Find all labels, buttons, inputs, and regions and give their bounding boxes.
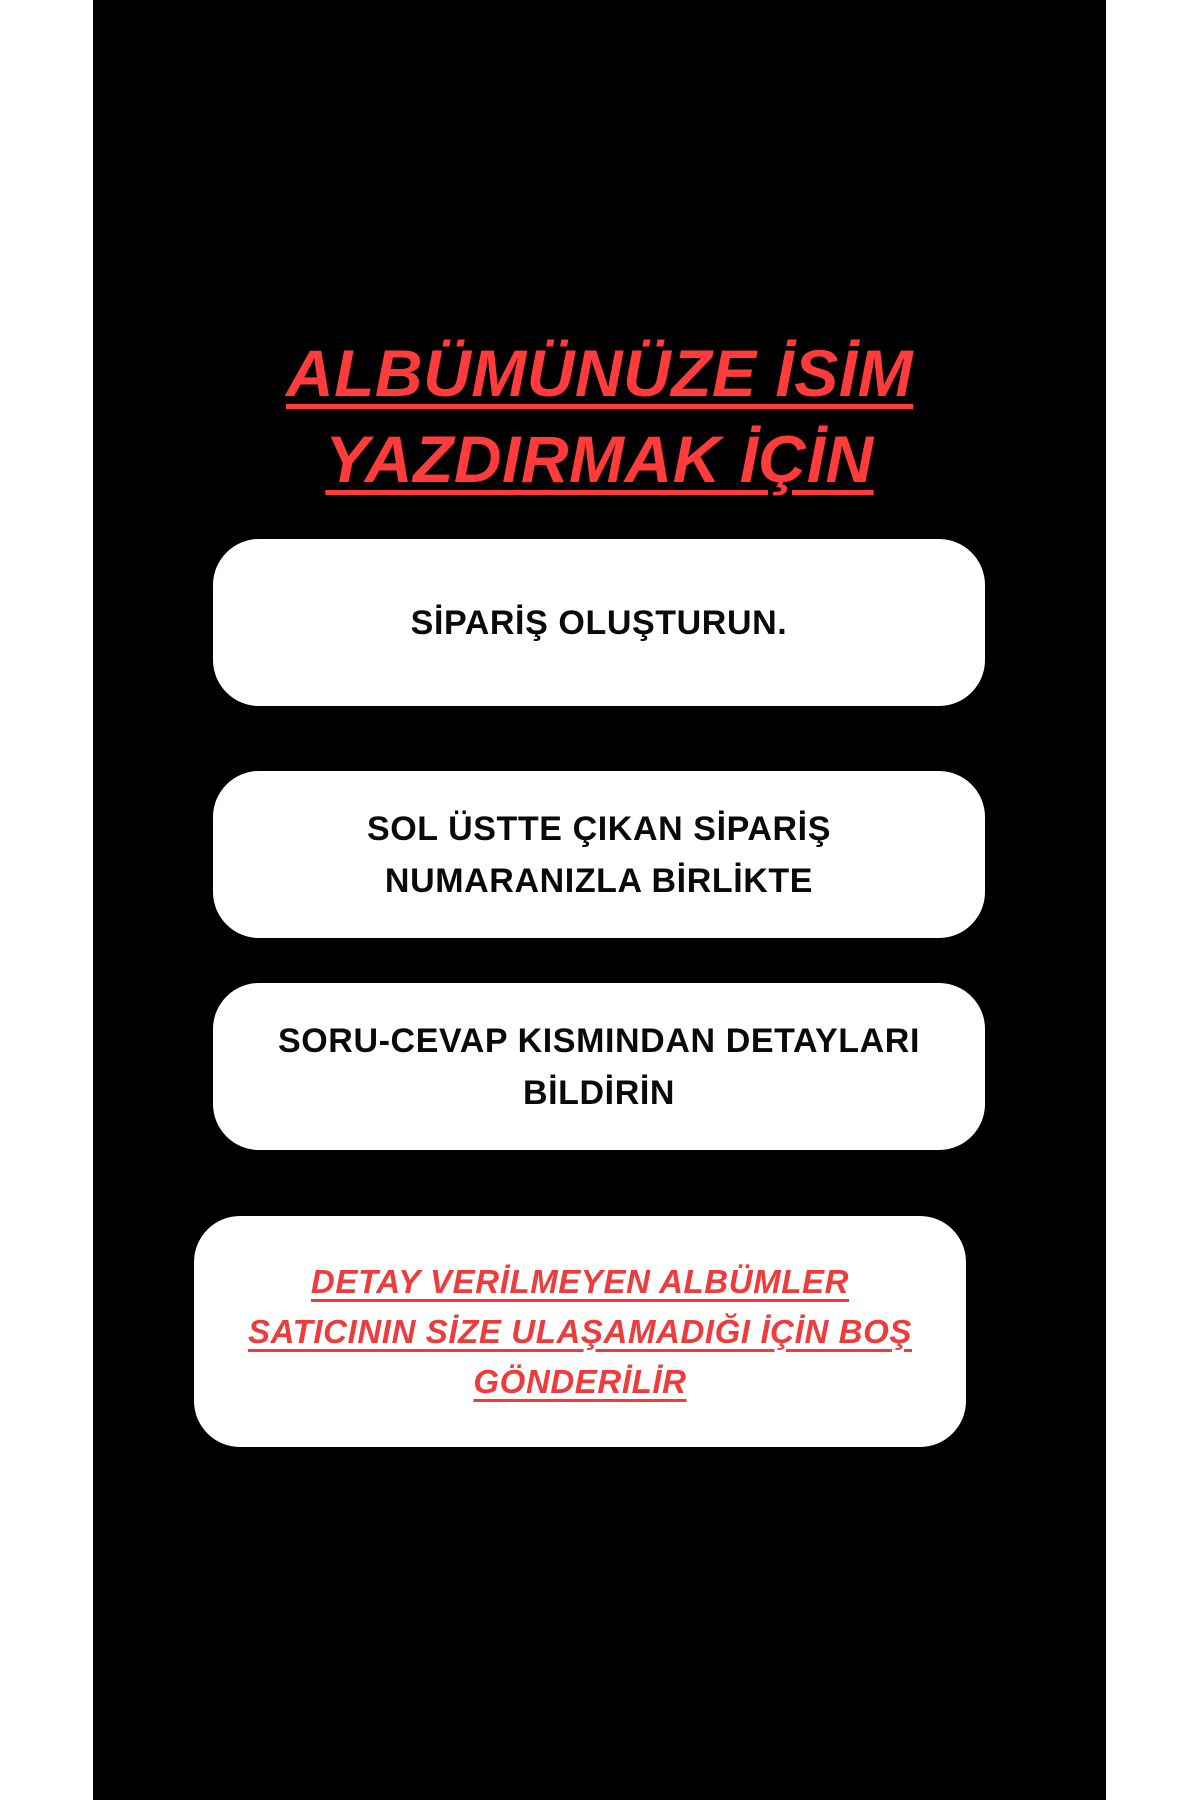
step-text: SOL ÜSTTE ÇIKAN SİPARİŞ NUMARANIZLA BİRLİKTE [366, 809, 832, 900]
warning-card [194, 1216, 966, 1447]
warning-text: DETAY VERİLMEYEN ALBÜMLER SATICININ SİZE ULAŞAMADIĞI İÇİN BOŞ GÖNDERİLİR [248, 1262, 912, 1400]
step-card-send-details [213, 983, 985, 1150]
page-title [93, 330, 1106, 502]
step-card-order-number [213, 771, 985, 938]
step-card-create-order [213, 539, 985, 706]
step-text: SORU-CEVAP KISMINDAN DETAYLARI BİLDİRİN [277, 1021, 921, 1112]
title-line-2: YAZDIRMAK İÇİN [325, 422, 874, 497]
title-line-1: ALBÜMÜNÜZE İSİM [285, 336, 914, 411]
step-text: SİPARİŞ OLUŞTURUN. [410, 603, 788, 642]
